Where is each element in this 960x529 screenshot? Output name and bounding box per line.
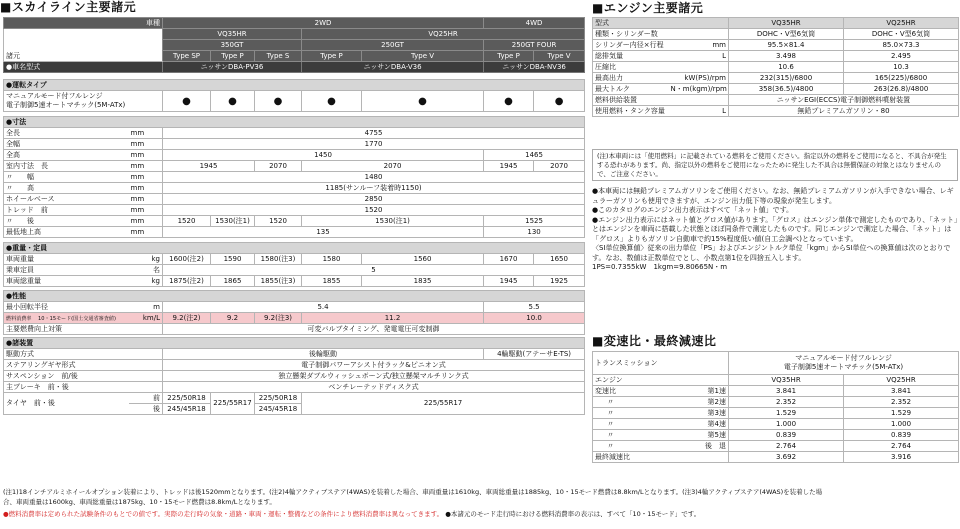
gear-value: 2.764 bbox=[844, 441, 959, 452]
footnote-2: 合、車両重量は1600kg、車両総重量は1875kg、10・15モード燃費は8.8km/Lとなります。 bbox=[3, 498, 276, 506]
unit: L bbox=[669, 106, 729, 117]
footnote-1: (注1)18インチアルミホイールオプション装着により、トレッドは後1520mmとなります。(注2)4輪アクティブステア(4WAS)を装着した場合、車両重量は1610kg、車両総重量は1885kg、10・15モード燃費は8.8km/Lとなります。(注3)4輪アクティブステア(4WAS)を装着した場 bbox=[3, 488, 823, 496]
model-pv36: ニッサンDBA-PV36 bbox=[163, 62, 302, 73]
note-gross: ●エンジン出力表示にはネット値とグロス値があります。「グロス」はエンジン単体で測定したものであり、「ネット」とはエンジンを車両に搭載した状態とほぼ同条件で測定したものです。同じエンジンで測定した場合、「ネット」は「グロス」よりもガソリン自動車で約15%程度低い値(自工会調べ)となっています。 bbox=[592, 215, 958, 243]
engine-row-label: 種類・シリンダー数 bbox=[593, 29, 669, 40]
room-length-label: 室内寸法 長 bbox=[4, 161, 129, 172]
unit: mm bbox=[129, 194, 163, 205]
engine-value: 263(26.8)/4800 bbox=[844, 84, 959, 95]
vehicle-weight-value: 1590 bbox=[211, 254, 255, 265]
length-label: 全長 bbox=[4, 128, 129, 139]
gross-weight-value: 1855 bbox=[302, 276, 362, 287]
gear-value: 1.000 bbox=[844, 419, 959, 430]
unit: m bbox=[129, 302, 163, 313]
drive-value: 4輪駆動(アテーサE-TS) bbox=[484, 349, 585, 360]
fuel-mode: 10・15モード(国土交通省審査値) bbox=[38, 315, 117, 321]
ditto: 〃 bbox=[593, 408, 665, 419]
gross-weight-value: 1945 bbox=[484, 276, 534, 287]
tire-value: 225/55R17 bbox=[211, 393, 255, 415]
engine-vq25: VQ25HR bbox=[844, 18, 959, 29]
fuel-value: 9.2 bbox=[211, 313, 255, 324]
room-height-label: 〃 高 bbox=[4, 183, 129, 194]
height-value: 1450 bbox=[163, 150, 484, 161]
trans-line1: マニュアルモード付フルレンジ bbox=[6, 92, 103, 100]
unit: mm bbox=[669, 40, 729, 51]
ditto: 〃 bbox=[593, 441, 665, 452]
gear-value: 3.841 bbox=[844, 386, 959, 397]
gear-name: 第2速 bbox=[665, 397, 729, 408]
section-transmission: ●運転タイプ bbox=[4, 80, 585, 91]
tread-rear-label: 〃 後 bbox=[4, 216, 129, 227]
engine-row-label: 総排気量 bbox=[593, 51, 669, 62]
room-width-label: 〃 幅 bbox=[4, 172, 129, 183]
unit: 名 bbox=[129, 265, 163, 276]
unit: mm bbox=[129, 139, 163, 150]
tire-value: 225/50R18 bbox=[163, 393, 211, 404]
capacity-label: 乗車定員 bbox=[4, 265, 129, 276]
gear-name: 後 退 bbox=[665, 441, 729, 452]
steering-label: ステアリングギヤ形式 bbox=[4, 360, 163, 371]
trans-value-2: 電子制御5速オートマチック(5M-ATx) bbox=[783, 363, 904, 371]
unit: kg bbox=[129, 276, 163, 287]
gear-value: 3.841 bbox=[729, 386, 844, 397]
vehicle-weight-value: 1580 bbox=[302, 254, 362, 265]
final-ratio-value: 3.692 bbox=[729, 452, 844, 463]
engine-title: ■エンジン主要諸元 bbox=[592, 1, 704, 15]
unit: kW(PS)/rpm bbox=[669, 73, 729, 84]
engine-value: DOHC・V型6気筒 bbox=[844, 29, 959, 40]
unit: km/L bbox=[129, 313, 163, 324]
tire-front-label: 前 bbox=[129, 393, 163, 404]
spec-table bbox=[3, 17, 585, 415]
note-conversion: 1PS=0.7355kW 1kgm=9.80665N・m bbox=[592, 263, 728, 271]
type-col: Type S bbox=[255, 51, 302, 62]
gear-value: 0.839 bbox=[844, 430, 959, 441]
clearance-value: 130 bbox=[484, 227, 585, 238]
engine-row-label: 圧縮比 bbox=[593, 62, 669, 73]
engine-value: DOHC・V型6気筒 bbox=[729, 29, 844, 40]
engine-row-label: 最高出力 bbox=[593, 73, 669, 84]
width-label: 全幅 bbox=[4, 139, 129, 150]
grade-350gt: 350GT bbox=[163, 40, 302, 51]
engine-value: 3.498 bbox=[729, 51, 844, 62]
wheelbase-label: ホイールベース bbox=[4, 194, 129, 205]
clearance-value: 135 bbox=[163, 227, 484, 238]
gear-value: 1.529 bbox=[729, 408, 844, 419]
steering-value: 電子制御パワーアシスト付ラック&ピニオン式 bbox=[163, 360, 585, 371]
engine-value: 232(315)/6800 bbox=[729, 73, 844, 84]
gross-weight-value: 1875(注2) bbox=[163, 276, 211, 287]
unit: mm bbox=[129, 216, 163, 227]
trans-dot: ● bbox=[362, 91, 484, 112]
tread-rear-value: 1530(注1) bbox=[211, 216, 255, 227]
tread-front-value: 1520 bbox=[163, 205, 585, 216]
tread-front-label: トレッド 前 bbox=[4, 205, 129, 216]
suspension-label: サスペンション 前/後 bbox=[4, 371, 163, 382]
tire-value: 245/45R18 bbox=[255, 404, 302, 415]
section-equipment: ●諸装置 bbox=[4, 338, 585, 349]
length-value: 4755 bbox=[163, 128, 585, 139]
fuel-tank-label: 使用燃料・タンク容量 bbox=[593, 106, 669, 117]
grade-250gt-four: 250GT FOUR bbox=[484, 40, 585, 51]
room-length-value: 2070 bbox=[534, 161, 585, 172]
gear-name: 第3速 bbox=[665, 408, 729, 419]
engine-vq35: VQ35HR bbox=[163, 29, 302, 40]
type-col: Type V bbox=[534, 51, 585, 62]
fuel-label: 燃料消費率 bbox=[6, 315, 32, 321]
engine-notes bbox=[592, 187, 958, 273]
engine-row-label: シリンダー内径×行程 bbox=[593, 40, 669, 51]
room-length-value: 2070 bbox=[255, 161, 302, 172]
unit: mm bbox=[129, 183, 163, 194]
type-col: Type P bbox=[302, 51, 362, 62]
vehicle-label: 車種 bbox=[4, 18, 163, 29]
width-value: 1770 bbox=[163, 139, 585, 150]
unit bbox=[669, 62, 729, 73]
drive-value: 後輪駆動 bbox=[163, 349, 484, 360]
gear-engine-vq35: VQ35HR bbox=[729, 375, 844, 386]
section-performance: ●性能 bbox=[4, 291, 585, 302]
trans-label: トランスミッション bbox=[593, 352, 729, 375]
gear-table bbox=[592, 351, 959, 463]
engine-vq35: VQ35HR bbox=[729, 18, 844, 29]
unit: mm bbox=[129, 161, 163, 172]
section-dimensions: ●寸法 bbox=[4, 117, 585, 128]
room-width-value: 1480 bbox=[163, 172, 585, 183]
drive-2wd: 2WD bbox=[163, 18, 484, 29]
fuel-tank-value: 無鉛プレミアムガソリン・80 bbox=[729, 106, 959, 117]
tread-rear-value: 1525 bbox=[484, 216, 585, 227]
gear-value: 1.000 bbox=[729, 419, 844, 430]
grade-250gt: 250GT bbox=[302, 40, 484, 51]
gear-title: ■変速比・最終減速比 bbox=[592, 334, 717, 348]
engine-value: 10.6 bbox=[729, 62, 844, 73]
ditto: 〃 bbox=[593, 430, 665, 441]
tire-value: 225/50R18 bbox=[255, 393, 302, 404]
vehicle-weight-value: 1670 bbox=[484, 254, 534, 265]
gear-value: 2.764 bbox=[729, 441, 844, 452]
engine-vq25: VQ25HR bbox=[302, 29, 585, 40]
ditto: 〃 bbox=[593, 419, 665, 430]
ratio-label: 変速比 bbox=[593, 386, 665, 397]
room-height-value: 1185(サンルーフ装着時1150) bbox=[163, 183, 585, 194]
turning-radius-value: 5.4 bbox=[163, 302, 484, 313]
trans-dot: ● bbox=[255, 91, 302, 112]
unit: L bbox=[669, 51, 729, 62]
tire-value: 225/55R17 bbox=[302, 393, 585, 415]
trans-dot: ● bbox=[211, 91, 255, 112]
wheelbase-value: 2850 bbox=[163, 194, 585, 205]
tire-label: タイヤ 前・後 bbox=[4, 393, 129, 415]
drive-4wd: 4WD bbox=[484, 18, 585, 29]
unit bbox=[669, 29, 729, 40]
model-label: ●車名型式 bbox=[4, 62, 163, 73]
engine-row-label: 最大トルク bbox=[593, 84, 669, 95]
fuel-value: 9.2(注2) bbox=[163, 313, 211, 324]
tire-rear-label: 後 bbox=[129, 404, 163, 415]
gross-weight-value: 1835 bbox=[362, 276, 484, 287]
footnote-fuel-conditions: ●燃料消費率は定められた試験条件のもとでの値です。実際の走行時の気象・道路・車両・運転・整備などの条件により燃料消費率は異なってきます。 bbox=[3, 510, 444, 518]
vehicle-weight-label: 車両重量 bbox=[4, 254, 129, 265]
final-ratio-value: 3.916 bbox=[844, 452, 959, 463]
fuel-notice: (注)本車両には「使用燃料」に記載されている燃料をご使用ください。指定以外の燃料をご使用になると、不具合が発生する恐れがあります。尚、指定以外の燃料をご使用になったために発生した不具合は無償保証の対象とはなりませんので、ご注意ください。 bbox=[592, 149, 958, 181]
section-weight: ●重量・定員 bbox=[4, 243, 585, 254]
gear-name: 第1速 bbox=[665, 386, 729, 397]
gross-weight-label: 車両総重量 bbox=[4, 276, 129, 287]
vehicle-weight-value: 1650 bbox=[534, 254, 585, 265]
suspension-value: 独立懸架ダブルウィッシュボーン式/独立懸架マルチリンク式 bbox=[163, 371, 585, 382]
engine-label: エンジン bbox=[593, 375, 729, 386]
engine-value: 85.0×73.3 bbox=[844, 40, 959, 51]
unit: mm bbox=[129, 172, 163, 183]
gear-name: 第4速 bbox=[665, 419, 729, 430]
engine-value: 10.3 bbox=[844, 62, 959, 73]
drive-label: 駆動方式 bbox=[4, 349, 163, 360]
env-value: 可変バルブタイミング、発電電圧可変制御 bbox=[163, 324, 585, 335]
fuel-value: 9.2(注3) bbox=[255, 313, 302, 324]
brake-label: 主ブレーキ 前・後 bbox=[4, 382, 163, 393]
fuel-value: 10.0 bbox=[484, 313, 585, 324]
gross-weight-value: 1855(注3) bbox=[255, 276, 302, 287]
note-premium: ●本車両には無鉛プレミアムガソリンをご使用ください。なお、無鉛プレミアムガソリンが入手できない場合、レギュラーガソリンも使用できますが、エンジン出力低下等の現象が発生します。 bbox=[592, 187, 954, 205]
fuel-system-label: 燃料供給装置 bbox=[593, 95, 729, 106]
room-length-value: 1945 bbox=[484, 161, 534, 172]
engine-value: 95.5×81.4 bbox=[729, 40, 844, 51]
engine-table bbox=[592, 17, 959, 117]
fuel-system-value: ニッサンEGI(ECCS)電子制御燃料噴射装置 bbox=[729, 95, 959, 106]
vehicle-weight-value: 1600(注2) bbox=[163, 254, 211, 265]
unit: mm bbox=[129, 128, 163, 139]
room-length-value: 1945 bbox=[163, 161, 255, 172]
turning-radius-value: 5.5 bbox=[484, 302, 585, 313]
gross-weight-value: 1925 bbox=[534, 276, 585, 287]
gear-value: 1.529 bbox=[844, 408, 959, 419]
unit: N・m(kgm)/rpm bbox=[670, 84, 727, 93]
engine-type-label: 型式 bbox=[593, 18, 669, 29]
unit: mm bbox=[129, 227, 163, 238]
turning-radius-label: 最小回転半径 bbox=[4, 302, 129, 313]
trans-dot: ● bbox=[302, 91, 362, 112]
final-ratio-label: 最終減速比 bbox=[593, 452, 729, 463]
spec-title: ■スカイライン主要諸元 bbox=[0, 0, 137, 14]
tire-value: 245/45R18 bbox=[163, 404, 211, 415]
model-nv36: ニッサンDBA-NV36 bbox=[484, 62, 585, 73]
note-si: 〈SI単位換算値〉従来の出力単位「PS」およびエンジントルク単位「kgm」からSI単位への換算値は次のとおりです。なお、数値は正数単位でとし、小数点第1位を四捨五入します。 bbox=[592, 244, 951, 262]
gear-value: 2.352 bbox=[844, 397, 959, 408]
tread-rear-value: 1530(注1) bbox=[302, 216, 484, 227]
unit: mm bbox=[129, 205, 163, 216]
unit: kg bbox=[129, 254, 163, 265]
type-col: Type SP bbox=[163, 51, 211, 62]
trans-dot: ● bbox=[163, 91, 211, 112]
trans-dot: ● bbox=[534, 91, 585, 112]
type-col: Type P bbox=[211, 51, 255, 62]
clearance-label: 最低地上高 bbox=[4, 227, 129, 238]
trans-dot: ● bbox=[484, 91, 534, 112]
model-v36: ニッサンDBA-V36 bbox=[302, 62, 484, 73]
gross-weight-value: 1865 bbox=[211, 276, 255, 287]
room-length-value: 2070 bbox=[302, 161, 484, 172]
vehicle-weight-value: 1560 bbox=[362, 254, 484, 265]
tread-rear-value: 1520 bbox=[255, 216, 302, 227]
height-label: 全高 bbox=[4, 150, 129, 161]
capacity-value: 5 bbox=[163, 265, 585, 276]
type-col: Type V bbox=[362, 51, 484, 62]
gear-engine-vq25: VQ25HR bbox=[844, 375, 959, 386]
gear-value: 0.839 bbox=[729, 430, 844, 441]
unit: mm bbox=[129, 150, 163, 161]
engine-value: 2.495 bbox=[844, 51, 959, 62]
gear-value: 2.352 bbox=[729, 397, 844, 408]
engine-value: 358(36.5)/4800 bbox=[729, 84, 844, 95]
type-col: Type P bbox=[484, 51, 534, 62]
gear-name: 第5速 bbox=[665, 430, 729, 441]
env-label: 主要燃費向上対策 bbox=[4, 324, 163, 335]
vehicle-weight-value: 1580(注3) bbox=[255, 254, 302, 265]
fuel-value: 11.2 bbox=[302, 313, 484, 324]
engine-value: 165(225)/6800 bbox=[844, 73, 959, 84]
trans-value-1: マニュアルモード付フルレンジ bbox=[795, 354, 892, 362]
ditto: 〃 bbox=[593, 397, 665, 408]
trans-line2: 電子制御5速オートマチック(5M-ATx) bbox=[6, 101, 126, 109]
height-value: 1465 bbox=[484, 150, 585, 161]
footnote-mode: ●本諸元のモード走行時における燃料消費率の表示は、すべて「10・15モード」です。 bbox=[445, 510, 701, 518]
note-net: ●このカタログのエンジン出力表示はすべて「ネット値」です。 bbox=[592, 206, 794, 214]
spec-label: 諸元 bbox=[4, 29, 163, 62]
brake-value: ベンチレーテッドディスク式 bbox=[163, 382, 585, 393]
tread-rear-value: 1520 bbox=[163, 216, 211, 227]
